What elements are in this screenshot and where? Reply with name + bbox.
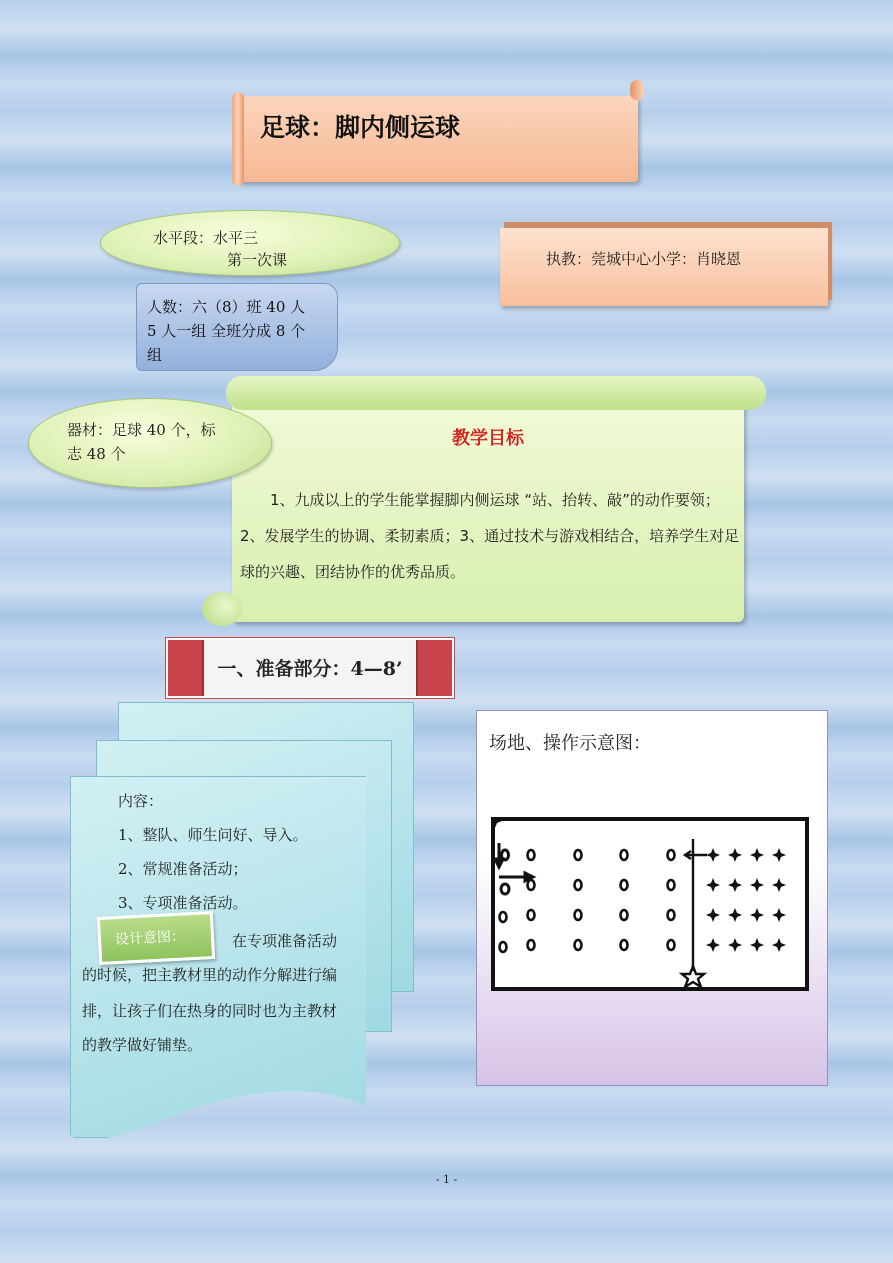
content-item-1: 1、整队、师生问好、导入。 — [118, 826, 308, 844]
design-text-line-4: 的教学做好铺垫。 — [82, 1036, 203, 1054]
design-intent-tag — [97, 911, 215, 965]
star-icon — [682, 966, 704, 987]
diagram-caption: 场地、操作示意图： — [489, 733, 651, 754]
count-line-3: 组 — [147, 346, 163, 364]
content-item-3: 3、专项准备活动。 — [118, 894, 248, 912]
player-markers — [500, 850, 675, 952]
content-label: 内容： — [118, 792, 164, 810]
field-diagram-panel — [476, 710, 828, 1086]
page-title: 足球：脚内侧运球 — [260, 113, 461, 142]
goal-text: 1、九成以上的学生能掌握脚内侧运球 “站、抬转、敲”的动作要领；2、发展学生的协调、柔韧素质；3、通过技术与游戏相结合，培养学生对足球的兴趣、团结协作的优秀品质。 — [240, 491, 740, 581]
design-intent-label: 设计意图： — [114, 928, 186, 949]
lesson-number: 第一次课 — [227, 251, 288, 269]
field-diagram — [491, 817, 809, 991]
count-line-1: 人数：六（8）班 40 人 — [147, 298, 306, 316]
count-line-2: 5 人一组 全班分成 8 个 — [147, 322, 306, 340]
level-text: 水平段：水平三 — [153, 229, 259, 247]
scroll-roll-left — [232, 92, 244, 186]
design-text-line-2: 的时候，把主教材里的动作分解进行编 — [82, 966, 338, 984]
scroll-roll-right — [630, 80, 644, 100]
equipment-line-2: 志 48 个 — [67, 445, 126, 463]
teacher-text: 执教：莞城中心小学：肖晓恩 — [546, 250, 742, 268]
scroll-bottom-curl — [202, 592, 242, 626]
section-header-inner — [202, 640, 418, 696]
content-item-2: 2、常规准备活动； — [118, 860, 248, 878]
level-ellipse — [100, 210, 400, 276]
title-banner — [238, 96, 638, 182]
section-title: 一、准备部分：4—8’ — [217, 658, 403, 680]
section-header — [166, 638, 454, 698]
page-number: - 1 - — [435, 1173, 458, 1186]
equipment-ellipse — [28, 398, 272, 488]
teaching-goal-scroll — [232, 384, 744, 622]
cone-markers — [495, 821, 786, 952]
run-line — [682, 839, 707, 987]
equipment-line-1: 器材：足球 40 个，标 — [67, 421, 216, 439]
design-text-line-3: 排，让孩子们在热身的同时也为主教材 — [82, 1002, 338, 1020]
class-count-box — [136, 283, 338, 371]
teacher-box — [500, 228, 828, 306]
goal-heading: 教学目标 — [452, 428, 524, 449]
field-drawing — [495, 821, 805, 987]
design-text-line-1: 在专项准备活动 — [232, 932, 338, 950]
scroll-top-curl — [226, 376, 766, 410]
